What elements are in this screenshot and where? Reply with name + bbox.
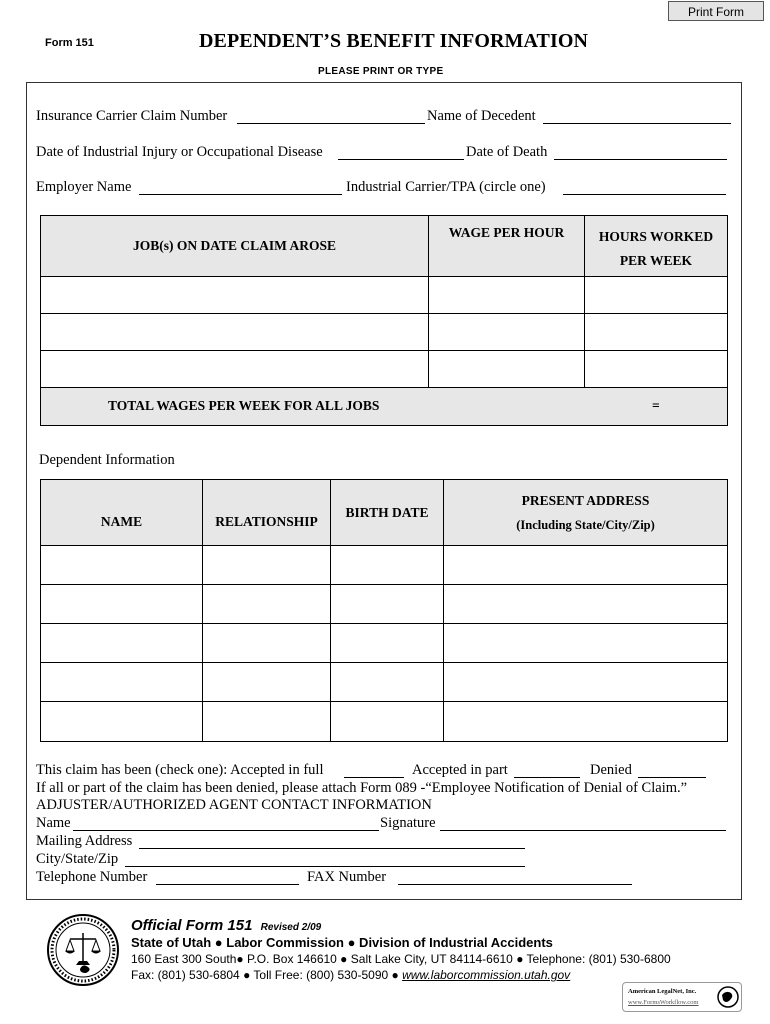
job-cell[interactable] (41, 351, 429, 388)
labor-commission-seal (46, 913, 120, 987)
birth-date-col-header: BIRTH DATE (331, 480, 444, 546)
wage-col-header: WAGE PER HOUR (429, 216, 585, 277)
dependent-relationship-cell[interactable] (203, 546, 331, 585)
dependent-relationship-cell[interactable] (203, 702, 331, 742)
dependent-heading: Dependent Information (39, 452, 175, 468)
carrier-label: Industrial Carrier/TPA (circle one) (346, 179, 546, 195)
denied-label: Denied (590, 762, 632, 778)
injury-date-field[interactable] (338, 159, 464, 160)
fax-label: FAX Number (307, 869, 387, 885)
jobs-table (40, 215, 728, 426)
signature-label: Signature (380, 815, 436, 831)
address-line: 160 East 300 South● P.O. Box 146610 ● Salt Lake City, UT 84114-6610 ● Telephone: (801) 530-6800 (131, 952, 671, 966)
adjuster-heading: ADJUSTER/AUTHORIZED AGENT CONTACT INFORMATION (36, 797, 432, 813)
telephone-label: Telephone Number (36, 869, 148, 885)
dependent-name-cell[interactable] (41, 702, 203, 742)
jobs-col-header: JOB(s) ON DATE CLAIM AROSE (41, 216, 429, 277)
page-subtitle: PLEASE PRINT OR TYPE (318, 66, 444, 77)
dependent-relationship-cell[interactable] (203, 624, 331, 663)
dependent-birth-cell[interactable] (331, 702, 444, 742)
dependent-name-cell[interactable] (41, 663, 203, 702)
dependents-table (40, 479, 728, 742)
hours-cell[interactable] (585, 314, 728, 351)
city-field[interactable] (125, 866, 525, 867)
total-wages-row (41, 388, 728, 426)
dependent-address-cell[interactable] (444, 624, 728, 663)
signature-field[interactable] (440, 830, 726, 831)
dependent-birth-cell[interactable] (331, 585, 444, 624)
fax-toll-line: Fax: (801) 530-6804 ● Toll Free: (800) 530-5090 ● www.laborcommission.utah.gov (131, 968, 571, 982)
americanlegalnet-logo (622, 982, 742, 1012)
accepted-part-field[interactable] (514, 777, 580, 778)
total-equals: = (652, 398, 660, 413)
globe-icon (717, 986, 739, 1008)
form-number: Form 151 (45, 37, 94, 49)
revised-label: Revised 2/09 (260, 922, 322, 933)
fax-field[interactable] (398, 884, 632, 885)
dependent-address-cell[interactable] (444, 663, 728, 702)
decedent-field[interactable] (543, 123, 731, 124)
adjuster-name-label: Name (36, 815, 71, 831)
adjuster-name-field[interactable] (73, 830, 379, 831)
name-col-header: NAME (41, 480, 203, 546)
wage-cell[interactable] (429, 314, 585, 351)
dependent-name-cell[interactable] (41, 546, 203, 585)
dependent-birth-cell[interactable] (331, 546, 444, 585)
dependent-relationship-cell[interactable] (203, 663, 331, 702)
dependent-birth-cell[interactable] (331, 663, 444, 702)
wage-cell[interactable] (429, 351, 585, 388)
dependent-address-cell[interactable] (444, 702, 728, 742)
dependent-name-cell[interactable] (41, 585, 203, 624)
claim-number-label: Insurance Carrier Claim Number (36, 108, 228, 124)
aln-name: American LegalNet, Inc. (628, 988, 697, 995)
claim-number-field[interactable] (237, 123, 425, 124)
mailing-field[interactable] (139, 848, 525, 849)
address-col-header: PRESENT ADDRESS (Including State/City/Zip) (444, 480, 728, 546)
page-title: DEPENDENT’S BENEFIT INFORMATION (199, 30, 589, 52)
carrier-field[interactable] (563, 194, 726, 195)
dependent-address-cell[interactable] (444, 546, 728, 585)
decedent-label: Name of Decedent (427, 108, 536, 124)
job-cell[interactable] (41, 277, 429, 314)
claim-status-label: This claim has been (check one): Accepted in full (36, 762, 324, 778)
hours-cell[interactable] (585, 351, 728, 388)
accepted-part-label: Accepted in part (412, 762, 508, 778)
mailing-label: Mailing Address (36, 833, 133, 849)
job-cell[interactable] (41, 314, 429, 351)
relationship-col-header: RELATIONSHIP (203, 480, 331, 546)
wage-cell[interactable] (429, 277, 585, 314)
denial-note: If all or part of the claim has been denied, please attach Form 089 -“Employee Notification of Denial of Claim.” (36, 780, 688, 796)
denied-field[interactable] (638, 777, 706, 778)
injury-date-label: Date of Industrial Injury or Occupational Disease (36, 144, 323, 160)
death-date-field[interactable] (554, 159, 727, 160)
telephone-field[interactable] (156, 884, 299, 885)
aln-url: www.FormsWorkflow.com (628, 999, 699, 1006)
employer-label: Employer Name (36, 179, 132, 195)
dependent-relationship-cell[interactable] (203, 585, 331, 624)
city-label: City/State/Zip (36, 851, 119, 867)
website-link[interactable]: www.laborcommission.utah.gov (402, 968, 571, 982)
dependent-birth-cell[interactable] (331, 624, 444, 663)
total-wages-label: TOTAL WAGES PER WEEK FOR ALL JOBS (108, 398, 380, 413)
dependent-address-cell[interactable] (444, 585, 728, 624)
hours-cell[interactable] (585, 277, 728, 314)
dependent-name-cell[interactable] (41, 624, 203, 663)
print-form-button[interactable]: Print Form (668, 1, 764, 21)
hours-col-header: HOURS WORKED PER WEEK (585, 216, 728, 277)
employer-field[interactable] (139, 194, 342, 195)
official-form-label: Official Form 151 Revised 2/09 (131, 917, 322, 934)
death-date-label: Date of Death (466, 144, 548, 160)
agency-line: State of Utah ● Labor Commission ● Division of Industrial Accidents (131, 935, 553, 950)
accepted-full-field[interactable] (344, 777, 404, 778)
